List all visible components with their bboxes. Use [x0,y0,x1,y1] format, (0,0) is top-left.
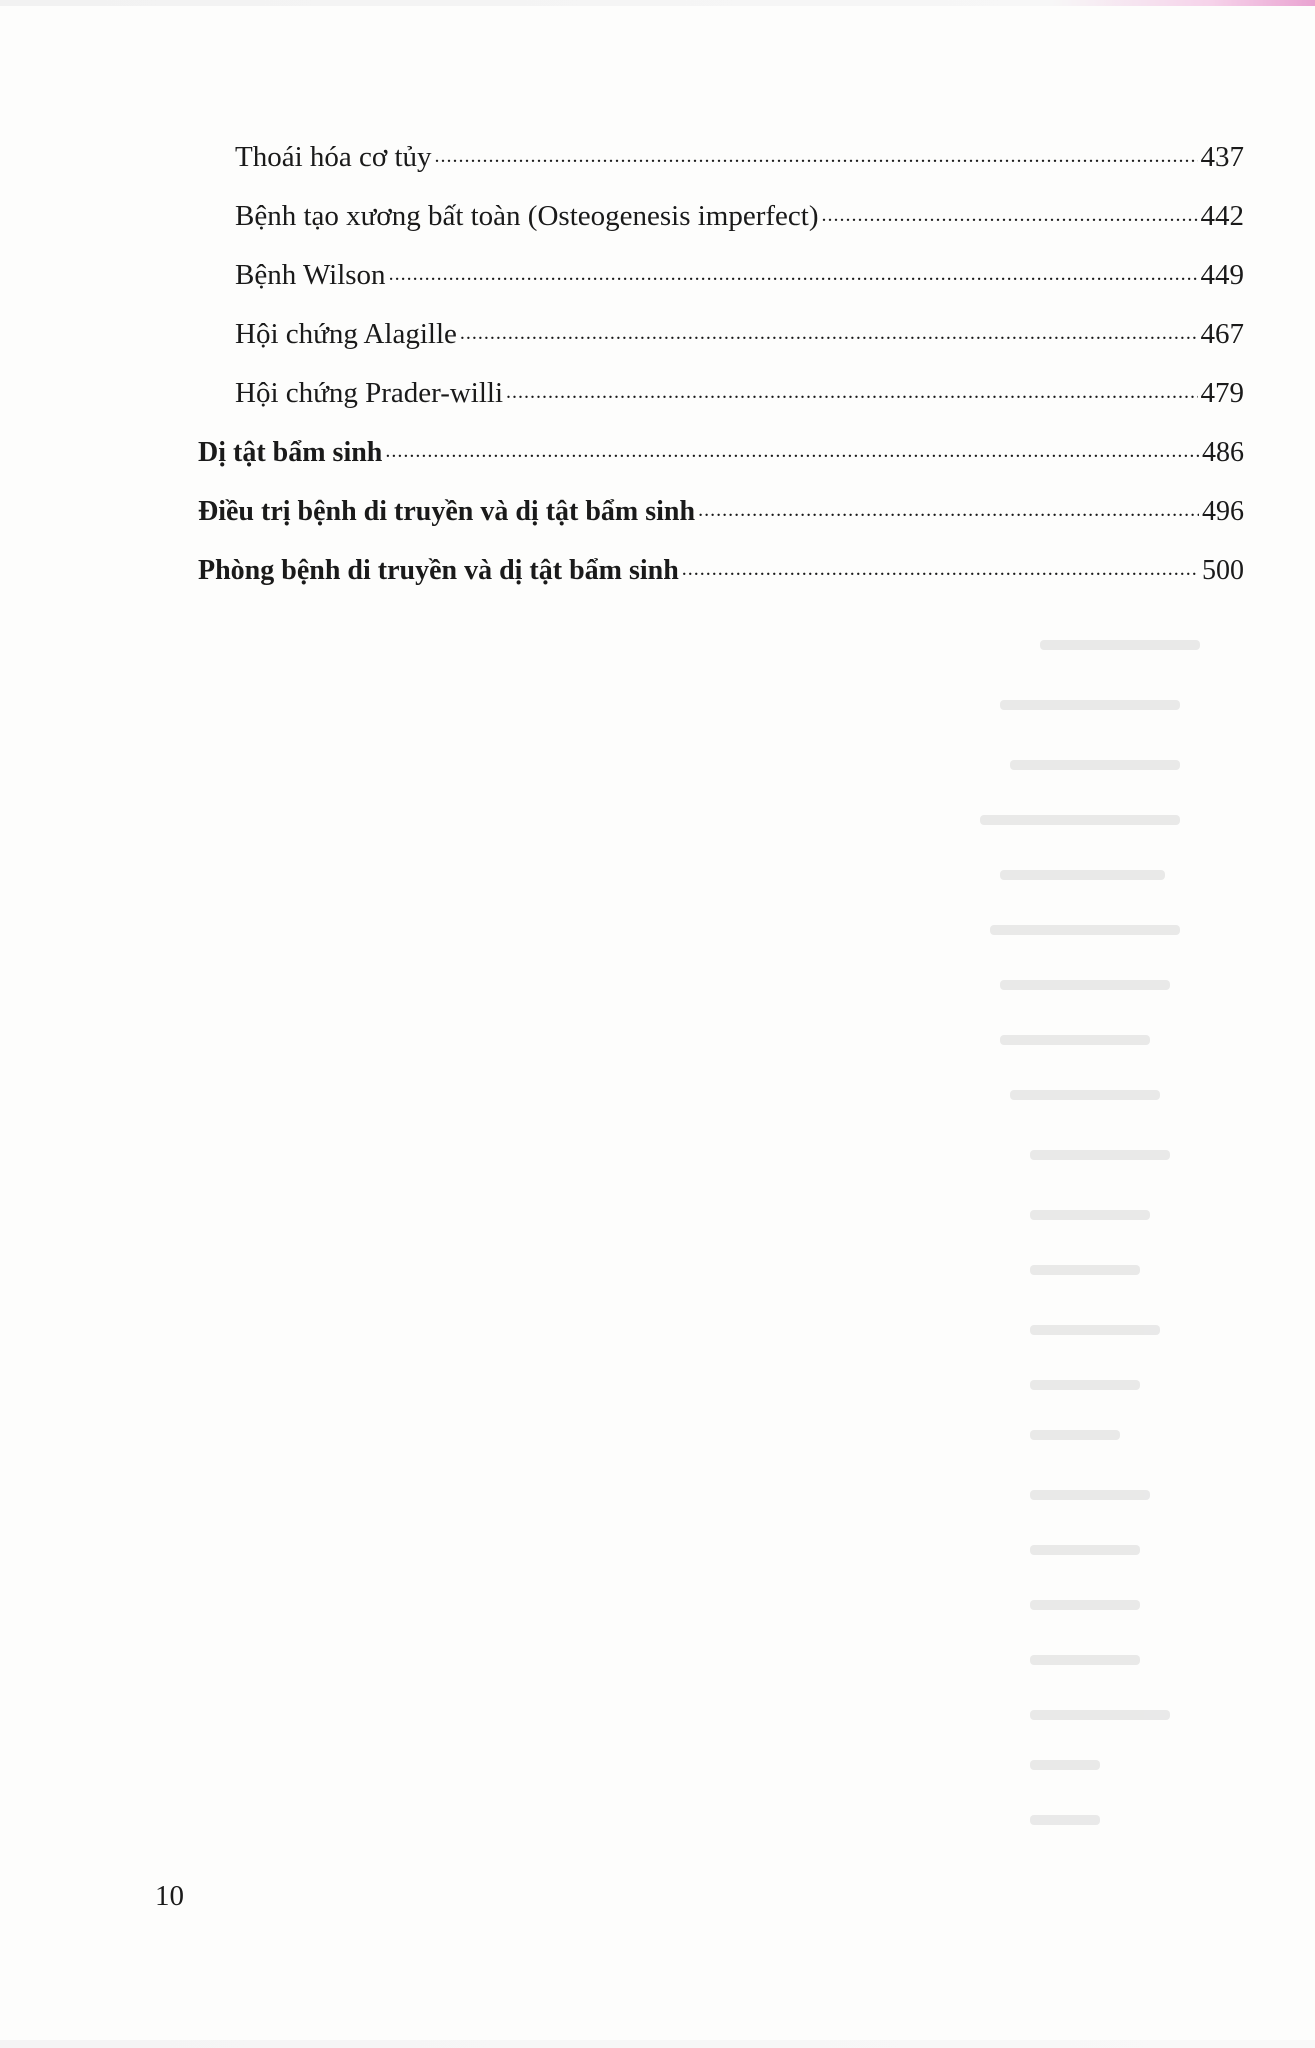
toc-entry-title: Hội chứng Alagille [235,318,457,350]
toc-leader-dots [682,537,1199,599]
toc-entry[interactable] [198,305,1244,364]
page-bottom-edge [0,2040,1315,2048]
toc-entry[interactable] [198,246,1244,305]
page-top-edge [0,0,1315,6]
toc-entry[interactable] [198,364,1244,423]
page-number: 10 [155,1880,184,1912]
toc-leader-dots [506,360,1197,422]
toc-section-page: 486 [1202,437,1244,468]
toc-section-page: 500 [1202,555,1244,586]
toc-leader-dots [385,419,1199,481]
toc-section-entry[interactable] [198,541,1244,600]
toc-leader-dots [460,301,1198,363]
toc-entry-page: 442 [1200,200,1244,232]
toc-section-title: Phòng bệnh di truyền và dị tật bẩm sinh [198,555,679,586]
toc-leader-dots [389,242,1198,304]
table-of-contents [198,128,1244,600]
toc-entry-title: Bệnh Wilson [235,259,386,291]
toc-leader-dots [435,124,1198,186]
toc-leader-dots [822,183,1198,245]
toc-section-entry[interactable] [198,423,1244,482]
toc-entry[interactable] [198,187,1244,246]
toc-section-title: Điều trị bệnh di truyền và dị tật bẩm sinh [198,496,696,527]
toc-entry-page: 467 [1200,318,1244,350]
toc-entry-title: Hội chứng Prader-willi [235,377,504,409]
toc-entry-page: 449 [1200,259,1244,291]
toc-entry-title: Bệnh tạo xương bất toàn (Osteogenesis imperfect) [235,200,819,232]
toc-entry[interactable] [198,128,1244,187]
toc-entry-page: 479 [1200,377,1244,409]
toc-section-entry[interactable] [198,482,1244,541]
toc-section-title: Dị tật bẩm sinh [198,437,383,468]
toc-entry-page: 437 [1200,141,1244,173]
toc-leader-dots [698,478,1199,540]
toc-entry-title: Thoái hóa cơ tủy [235,141,432,173]
toc-section-page: 496 [1202,496,1244,527]
